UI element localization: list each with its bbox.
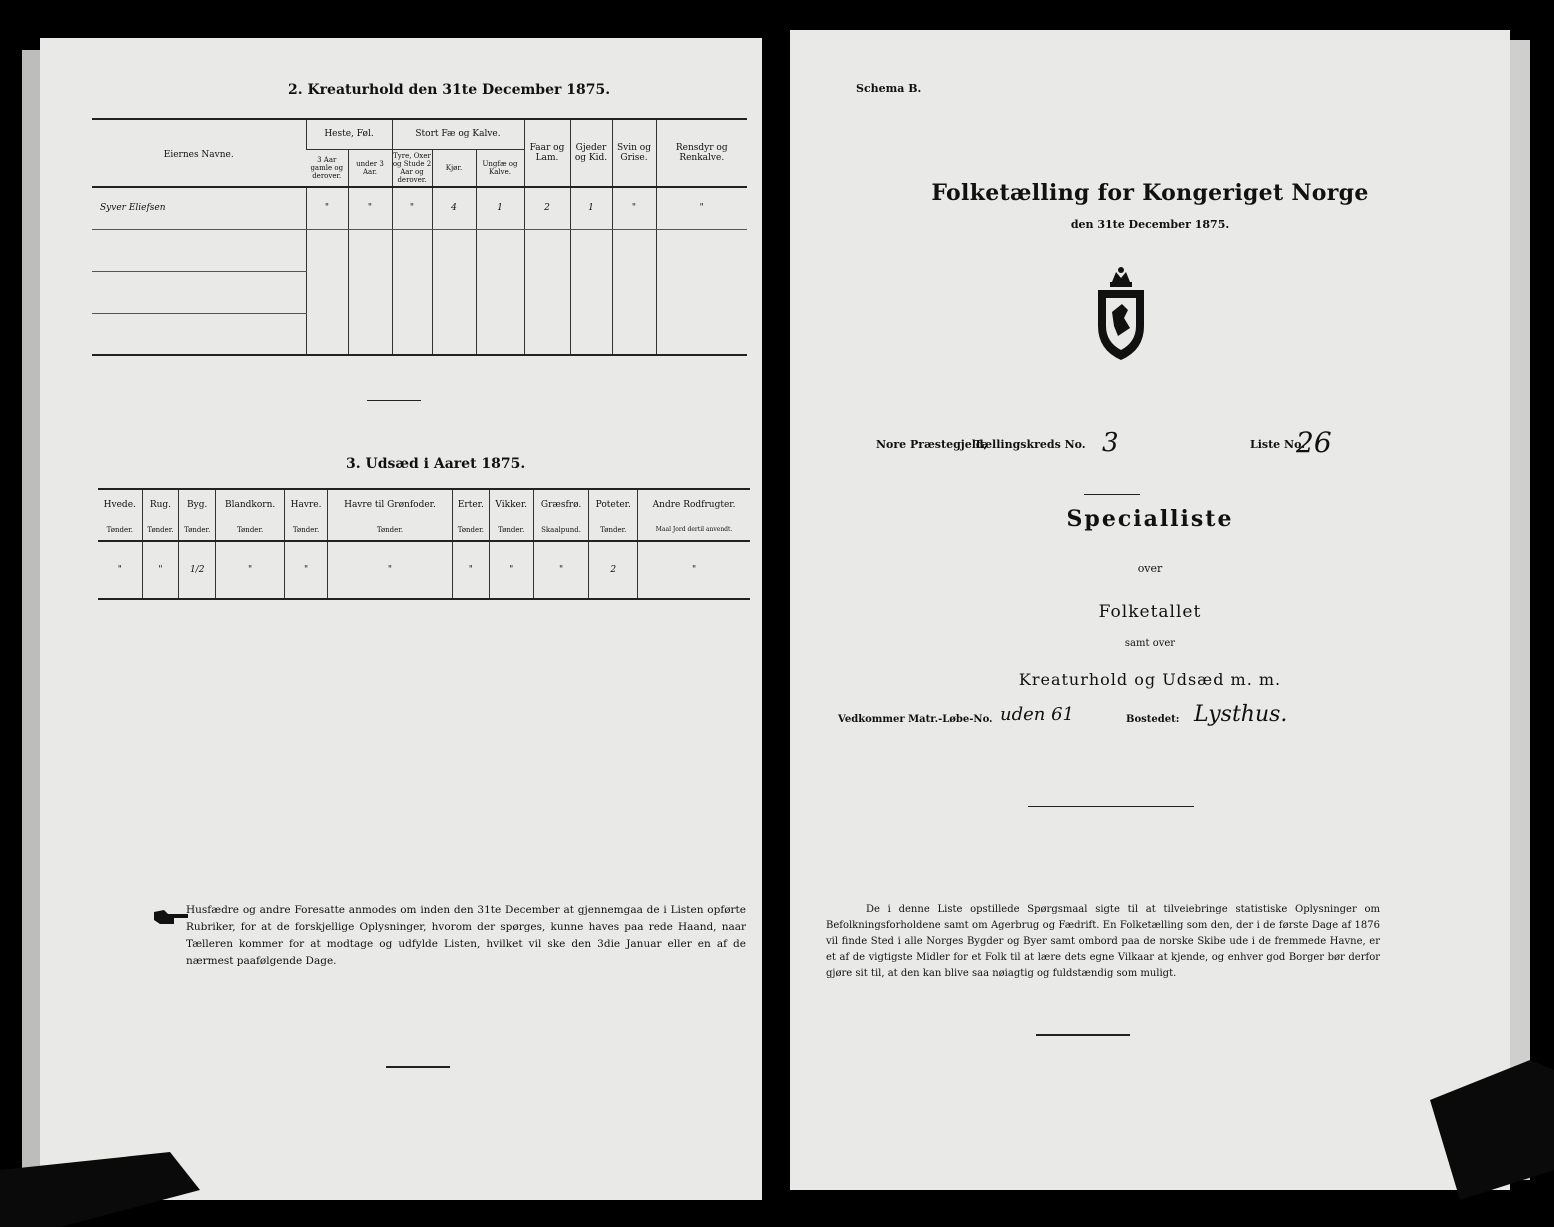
seed-header: Hvede. [103, 499, 136, 510]
seed-unit: Tønder. [589, 519, 638, 541]
matr-label: Vedkommer Matr.-Løbe-No. [838, 714, 993, 725]
seed-unit: Tønder. [489, 519, 533, 541]
seed-value: " [285, 541, 328, 599]
cattle-sub-header: Tyre, Oxer og Stude 2 Aar og derover. [392, 149, 432, 187]
seed-header: Blandkorn. [216, 489, 285, 519]
district-value: 3 [1102, 428, 1119, 458]
seed-value: " [327, 541, 452, 599]
kreaturhold-text: Kreaturhold og Udsæd m. m. [1018, 670, 1282, 689]
seed-unit: Tønder. [179, 519, 216, 541]
livestock-value: 1 [476, 187, 524, 229]
reindeer-header: Rensdyr og Renkalve. [656, 119, 747, 187]
horses-sub-header: under 3 Aar. [348, 149, 392, 187]
binding-clip-right [1420, 1060, 1554, 1200]
cattle-header: Stort Fæ og Kalve. [392, 119, 524, 149]
binding-clip-left [0, 1150, 210, 1227]
seed-unit: Skaalpund. [533, 519, 589, 541]
goats-header: Gjeder og Kid. [570, 119, 612, 187]
seed-header: Vikker. [489, 489, 533, 519]
bosted-label: Bostedet: [1126, 714, 1180, 725]
bosted-value: Lysthus. [1194, 702, 1288, 727]
livestock-table [92, 118, 747, 356]
pointing-hand-icon [152, 906, 190, 928]
list-label: Liste No. [1250, 438, 1306, 451]
sheep-header: Faar og Lam. [524, 119, 570, 187]
seed-value: " [216, 541, 285, 599]
seed-header: Havre til Grønfoder. [327, 489, 452, 519]
schema-label: Schema B. [856, 82, 922, 95]
table-row [92, 313, 747, 355]
horses-sub-header: 3 Aar gamle og derover. [306, 149, 348, 187]
seed-value: " [452, 541, 489, 599]
livestock-value: " [392, 187, 432, 229]
seed-unit: Maal Jord dertil anvendt. [638, 519, 750, 541]
seed-value: " [638, 541, 750, 599]
livestock-value: 1 [570, 187, 612, 229]
divider [367, 400, 421, 401]
intro-text: De i denne Liste opstillede Spørgsmaal sigte til at tilveiebringe statistiske Oplysninger om Befolkningsforholdene samt om Agerbrug og Fædrift. En Folketælling som den, der i de første Dage af 1876 vil finde Sted i alle Norges Bygder og Byer samt ombord paa de norske Skibe ude i de fremmede Havne, er et af de vigtigste Midler for et Folk til at lære dets egne Vilkaar at kjende, og enhver god Borger bør derfor gjøre sit til, at den kan blive saa nøiagtig og fuldstændig som muligt. [826, 904, 1380, 979]
seed-value: 1/2 [179, 541, 216, 599]
seed-header: Havre. [285, 489, 328, 519]
seed-unit: Tønder. [216, 519, 285, 541]
seed-unit: Tønder. [106, 525, 133, 534]
livestock-value: 4 [432, 187, 476, 229]
horses-header: Heste, Føl. [306, 119, 392, 149]
seed-value: " [117, 565, 122, 575]
left-page [40, 38, 762, 1200]
divider [386, 1066, 450, 1068]
seed-value: " [533, 541, 589, 599]
seed-header: Erter. [452, 489, 489, 519]
divider [1028, 806, 1194, 807]
section3-title: 3. Udsæd i Aaret 1875. [346, 456, 526, 472]
seed-value: " [489, 541, 533, 599]
livestock-value: " [348, 187, 392, 229]
table-row [92, 187, 747, 229]
seed-header: Rug. [142, 489, 179, 519]
owner-name: Syver Eliefsen [92, 187, 306, 229]
seed-value: 2 [589, 541, 638, 599]
livestock-value: " [656, 187, 747, 229]
cattle-sub-header: Ungfæ og Kalve. [476, 149, 524, 187]
seed-unit: Tønder. [142, 519, 179, 541]
document-date: den 31te December 1875. [1070, 218, 1230, 231]
table-row [92, 229, 747, 271]
samt-over-text: samt over [1124, 638, 1176, 649]
coat-of-arms-icon [1092, 266, 1150, 362]
seed-header: Græsfrø. [533, 489, 589, 519]
seed-header: Poteter. [589, 489, 638, 519]
pigs-header: Svin og Grise. [612, 119, 656, 187]
divider [1036, 1034, 1130, 1036]
parish-label: Nore Præstegjeld, [876, 438, 988, 451]
divider [1084, 494, 1140, 495]
folketallet-text: Folketallet [1098, 602, 1202, 622]
seed-header: Byg. [179, 489, 216, 519]
matr-value: uden 61 [1000, 704, 1074, 725]
livestock-value: " [306, 187, 348, 229]
livestock-value: " [612, 187, 656, 229]
seed-table [98, 488, 750, 600]
right-page [790, 30, 1510, 1190]
seed-value: " [142, 541, 179, 599]
seed-unit: Tønder. [452, 519, 489, 541]
seed-unit: Tønder. [285, 519, 328, 541]
table-row [98, 541, 750, 599]
instructions-notice: Husfædre og andre Foresatte anmodes om inden den 31te December at gjennemgaa de i Listen opførte Rubriker, for at de forskjellige Oplysninger, hvorom der spørges, kunne haves paa rede Haand, naar Tælleren kommer for at modtage og udfylde Listen, hvilket vil ske den 3die Januar eller en af de nærmest paafølgende Dage. [186, 904, 746, 967]
district-label: Tællingskreds No. [974, 438, 1086, 451]
cattle-sub-header: Kjør. [432, 149, 476, 187]
list-value: 26 [1296, 426, 1332, 459]
seed-unit: Tønder. [327, 519, 452, 541]
section2-title: 2. Kreaturhold den 31te December 1875. [288, 82, 611, 98]
table-row [92, 271, 747, 313]
livestock-value: 2 [524, 187, 570, 229]
over-text: over [1137, 562, 1163, 575]
document-title: Folketælling for Kongeriget Norge [931, 180, 1369, 206]
special-list-title: Specialliste [1066, 506, 1234, 532]
seed-header: Andre Rodfrugter. [638, 489, 750, 519]
owner-header: Eiernes Navne. [163, 150, 234, 160]
